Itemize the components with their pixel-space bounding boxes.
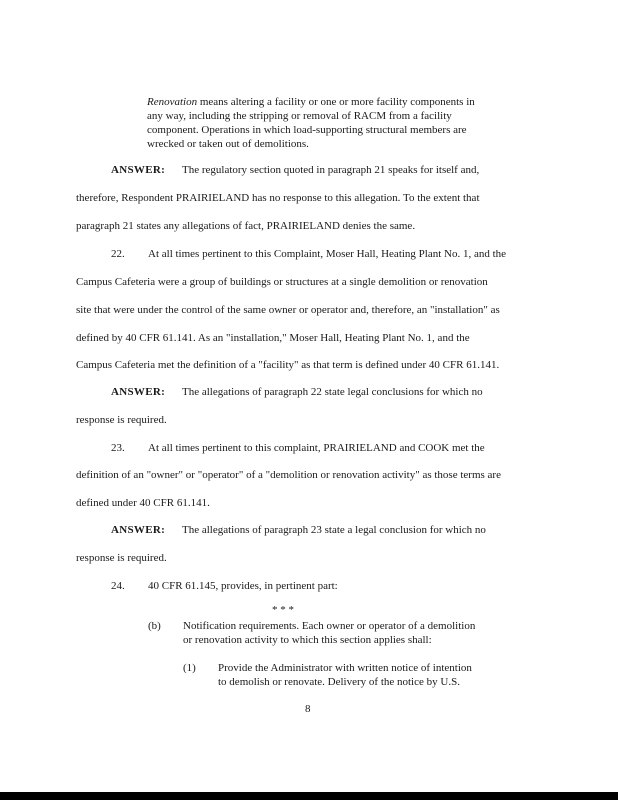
quote-renovation-line-4: wrecked or taken out of demolitions.: [147, 138, 309, 150]
answer-23-label: ANSWER:: [111, 524, 166, 536]
subsection-b-label: (b): [148, 620, 161, 632]
answer-21-line-1: The regulatory section quoted in paragraph 21 speaks for itself and,: [182, 164, 480, 176]
para-23-line-3: defined under 40 CFR 61.141.: [76, 497, 210, 509]
quote-renovation-term: Renovation: [147, 96, 198, 108]
item-1-label: (1): [183, 662, 196, 674]
para-22-line-3: site that were under the control of the same owner or operator and, therefore, an "installation" as: [76, 304, 500, 316]
para-24-line-1: 40 CFR 61.145, provides, in pertinent part:: [148, 580, 338, 592]
quote-renovation-line-2: any way, including the stripping or removal of RACM from a facility: [147, 110, 452, 122]
para-23-line-2: definition of an "owner" or "operator" of a "demolition or renovation activity" as those terms are: [76, 469, 501, 481]
para-22-line-2: Campus Cafeteria were a group of buildings or structures at a single demolition or renovation: [76, 276, 488, 288]
answer-21-line-3: paragraph 21 states any allegations of fact, PRAIRIELAND denies the same.: [76, 220, 416, 232]
item-1-line-1: Provide the Administrator with written notice of intention: [218, 662, 472, 674]
para-22-line-4: defined by 40 CFR 61.141. As an "installation," Moser Hall, Heating Plant No. 1, and the: [76, 332, 470, 344]
quote-renovation-line-3: component. Operations in which load-supporting structural members are: [147, 124, 467, 136]
answer-23-line-2: response is required.: [76, 552, 167, 564]
subsection-b-line-2: or renovation activity to which this section applies shall:: [183, 634, 432, 646]
answer-21-label: ANSWER:: [111, 164, 166, 176]
para-23-number: 23.: [111, 442, 125, 454]
answer-23-line-1: The allegations of paragraph 23 state a legal conclusion for which no: [182, 524, 486, 536]
answer-21-line-2: therefore, Respondent PRAIRIELAND has no response to this allegation. To the extent that: [76, 192, 480, 204]
section-break-stars: * * *: [272, 604, 294, 616]
answer-22-line-1: The allegations of paragraph 22 state legal conclusions for which no: [182, 386, 483, 398]
answer-22-line-2: response is required.: [76, 414, 167, 426]
scan-edge-bar: [0, 792, 618, 800]
para-22-line-1: At all times pertinent to this Complaint, Moser Hall, Heating Plant No. 1, and the: [148, 248, 507, 260]
quote-renovation-line-1: Renovation means altering a facility or one or more facility components in: [147, 96, 475, 108]
subsection-b-line-1: Notification requirements. Each owner or operator of a demolition: [183, 620, 476, 632]
para-24-number: 24.: [111, 580, 125, 592]
answer-22-label: ANSWER:: [111, 386, 166, 398]
item-1-line-2: to demolish or renovate. Delivery of the notice by U.S.: [218, 676, 460, 688]
page-number: 8: [305, 703, 311, 715]
para-23-line-1: At all times pertinent to this complaint, PRAIRIELAND and COOK met the: [148, 442, 485, 454]
para-22-line-5: Campus Cafeteria met the definition of a "facility" as that term is defined under 40 CFR 61.141.: [76, 359, 500, 371]
para-22-number: 22.: [111, 248, 125, 260]
